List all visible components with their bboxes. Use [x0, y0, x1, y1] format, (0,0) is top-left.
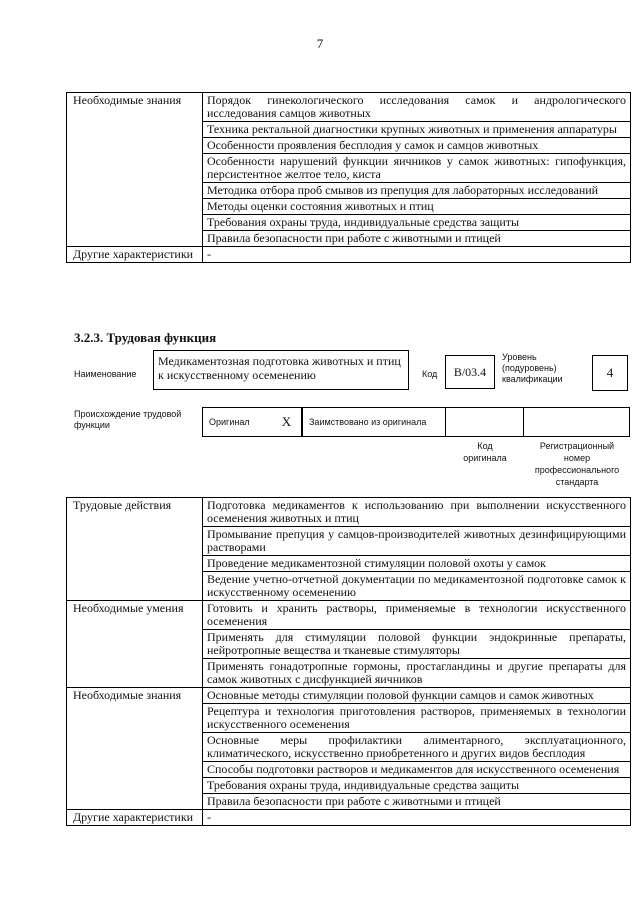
function-name-box: Медикаментозная подготовка животных и птиц к искусственному осеменению [153, 350, 409, 390]
table-row [67, 247, 631, 263]
table-row [67, 93, 631, 122]
requirement-item: Порядок гинекологического исследования самок и андрологического исследования самцов животных [203, 93, 631, 122]
requirement-item: - [203, 810, 631, 826]
requirement-item: Особенности нарушений функции яичников у самок животных: гипофункция, персистентное желтое тело, киста [203, 154, 631, 183]
row-group-label: Необходимые знания [67, 93, 203, 247]
requirement-item: Требования охраны труда, индивидуальные средства защиты [203, 215, 631, 231]
requirements-table-1 [66, 92, 631, 263]
requirement-item: Техника ректальной диагностики крупных животных и применения аппаратуры [203, 122, 631, 138]
requirement-item: Подготовка медикаментов к использованию при выполнении искусственного осеменения животных и птиц [203, 498, 631, 527]
requirement-item: Готовить и хранить растворы, применяемые в технологии искусственного осеменения [203, 601, 631, 630]
requirements-table-2 [66, 497, 631, 826]
row-group-label: Трудовые действия [67, 498, 203, 601]
original-code-cell [446, 407, 524, 437]
row-group-label: Необходимые умения [67, 601, 203, 688]
section-title: 3.2.3. Трудовая функция [74, 330, 217, 345]
requirement-item: - [203, 247, 631, 263]
requirement-item: Рецептура и технология приготовления растворов, применяемых в технологии искусственного осеменения [203, 704, 631, 733]
reg-number-cell [524, 407, 630, 437]
level-label: Уровень (подуровень) квалификации [502, 352, 563, 384]
requirement-item: Требования охраны труда, индивидуальные средства защиты [203, 778, 631, 794]
page-number: 7 [316, 36, 324, 51]
level-value-box: 4 [592, 355, 628, 391]
borrowed-cell: Заимствовано из оригинала [302, 407, 446, 437]
original-code-caption: Код оригинала [463, 441, 507, 463]
row-group-label: Другие характеристики [67, 810, 203, 826]
requirement-item: Основные меры профилактики алиментарного, эксплуатационного, климатического, искусственно приобретенного и других видов бесплодия [203, 733, 631, 762]
requirement-item: Ведение учетно-отчетной документации по медикаментозной подготовке самок к искусственному осеменению [203, 572, 631, 601]
function-code-box: B/03.4 [445, 355, 495, 389]
row-group-label: Другие характеристики [67, 247, 203, 263]
requirement-item: Основные методы стимуляции половой функции самцов и самок животных [203, 688, 631, 704]
original-x-mark: X [272, 407, 302, 437]
row-group-label: Необходимые знания [67, 688, 203, 810]
code-label: Код [422, 369, 438, 379]
reg-number-caption: Регистрационный номер профессионального стандарта [534, 441, 620, 487]
name-label: Наименование [74, 369, 137, 379]
requirement-item: Промывание препуция у самцов-производителей животных дезинфицирующими растворами [203, 527, 631, 556]
requirement-item: Способы подготовки растворов и медикаментов для искусственного осеменения [203, 762, 631, 778]
requirement-item: Применять для стимуляции половой функции эндокринные препараты, нейротропные вещества и тканевые стимуляторы [203, 630, 631, 659]
original-cell: Оригинал [202, 407, 272, 437]
table-row [67, 601, 631, 630]
requirement-item: Методика отбора проб смывов из препуция для лабораторных исследований [203, 183, 631, 199]
requirement-item: Методы оценки состояния животных и птиц [203, 199, 631, 215]
requirement-item: Проведение медикаментозной стимуляции половой охоты у самок [203, 556, 631, 572]
table-row [67, 498, 631, 527]
origin-row [202, 407, 630, 437]
requirement-item: Правила безопасности при работе с животными и птицей [203, 231, 631, 247]
requirement-item: Правила безопасности при работе с животными и птицей [203, 794, 631, 810]
origin-label: Происхождение трудовой функции [74, 409, 182, 430]
table-row [67, 810, 631, 826]
table-row [67, 688, 631, 704]
requirement-item: Особенности проявления бесплодия у самок и самцов животных [203, 138, 631, 154]
requirement-item: Применять гонадотропные гормоны, простагландины и другие препараты для самок животных с дисфункцией яичников [203, 659, 631, 688]
